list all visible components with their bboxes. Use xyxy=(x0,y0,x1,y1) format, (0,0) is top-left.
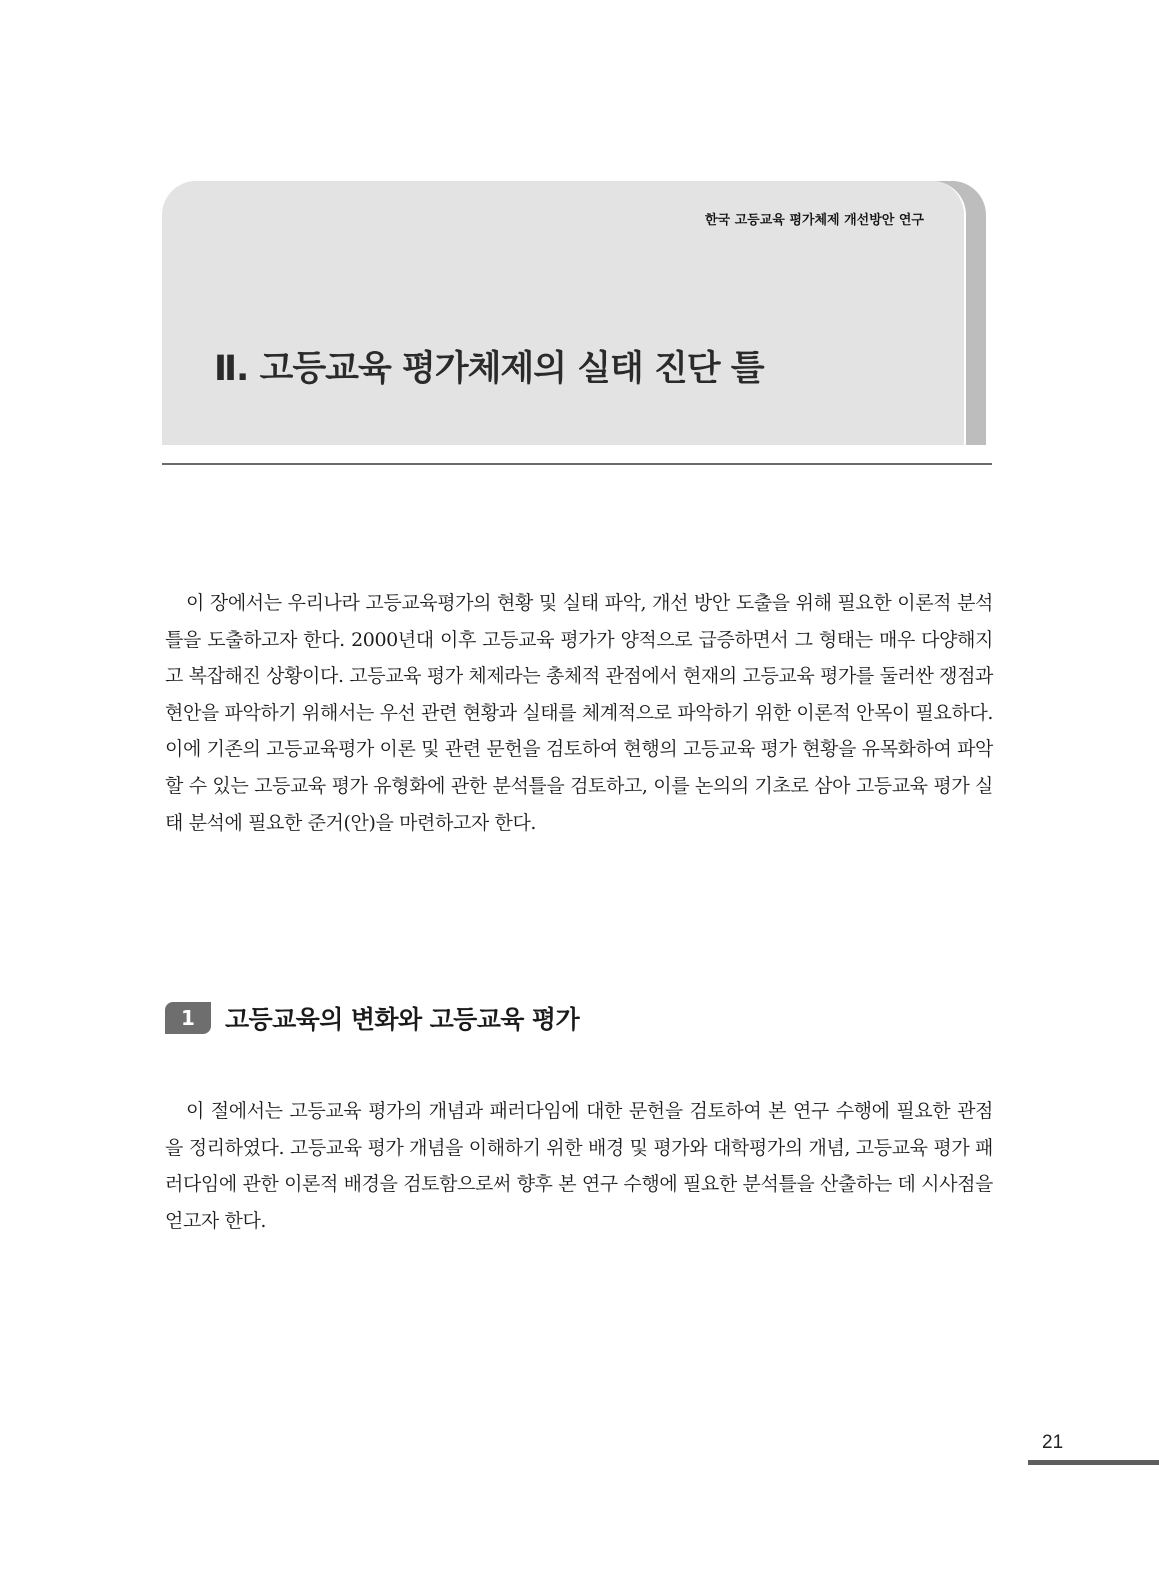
running-head: 한국 고등교육 평가체제 개선방안 연구 xyxy=(704,213,924,228)
section-heading xyxy=(165,1000,579,1036)
section-number-badge: 1 xyxy=(165,1002,211,1034)
chapter-header-box xyxy=(162,181,966,445)
section-title: 고등교육의 변화와 고등교육 평가 xyxy=(225,1005,580,1034)
intro-paragraph: 이 장에서는 우리나라 고등교육평가의 현황 및 실태 파악, 개선 방안 도출을 위해 필요한 이론적 분석틀을 도출하고자 한다. 2000년대 이후 고등교육 평가가 양적으로 급증하면서 그 형태는 매우 다양해지고 복잡해진 상황이다. 고등교육 평가 체제라는 총체적 관점에서 현재의 고등교육 평가를 둘러싼 쟁점과 현안을 파악하기 위해서는 우선 관련 현황과 실태를 체계적으로 파악하기 위한 이론적 안목이 필요하다. 이에 기존의 고등교육평가 이론 및 관련 문헌을 검토하여 현행의 고등교육 평가 현황을 유목화하여 파악할 수 있는 고등교육 평가 유형화에 관한 분석틀을 검토하고, 이를 논의의 기초로 삼아 고등교육 평가 실태 분석에 필요한 준거(안)을 마련하고자 한다. xyxy=(165,592,993,834)
page-number-rule xyxy=(1028,1460,1159,1465)
chapter-divider xyxy=(162,463,992,465)
section-paragraph: 이 절에서는 고등교육 평가의 개념과 패러다임에 대한 문헌을 검토하여 본 연구 수행에 필요한 관점을 정리하였다. 고등교육 평가 개념을 이해하기 위한 배경 및 평가와 대학평가의 개념, 고등교육 평가 패러다임에 관한 이론적 배경을 검토함으로써 향후 본 연구 수행에 필요한 분석틀을 산출하는 데 시사점을 얻고자 한다. xyxy=(165,1100,993,1232)
page-number: 21 xyxy=(1042,1432,1064,1453)
chapter-title: Ⅱ. 고등교육 평가체제의 실태 진단 틀 xyxy=(214,349,764,389)
